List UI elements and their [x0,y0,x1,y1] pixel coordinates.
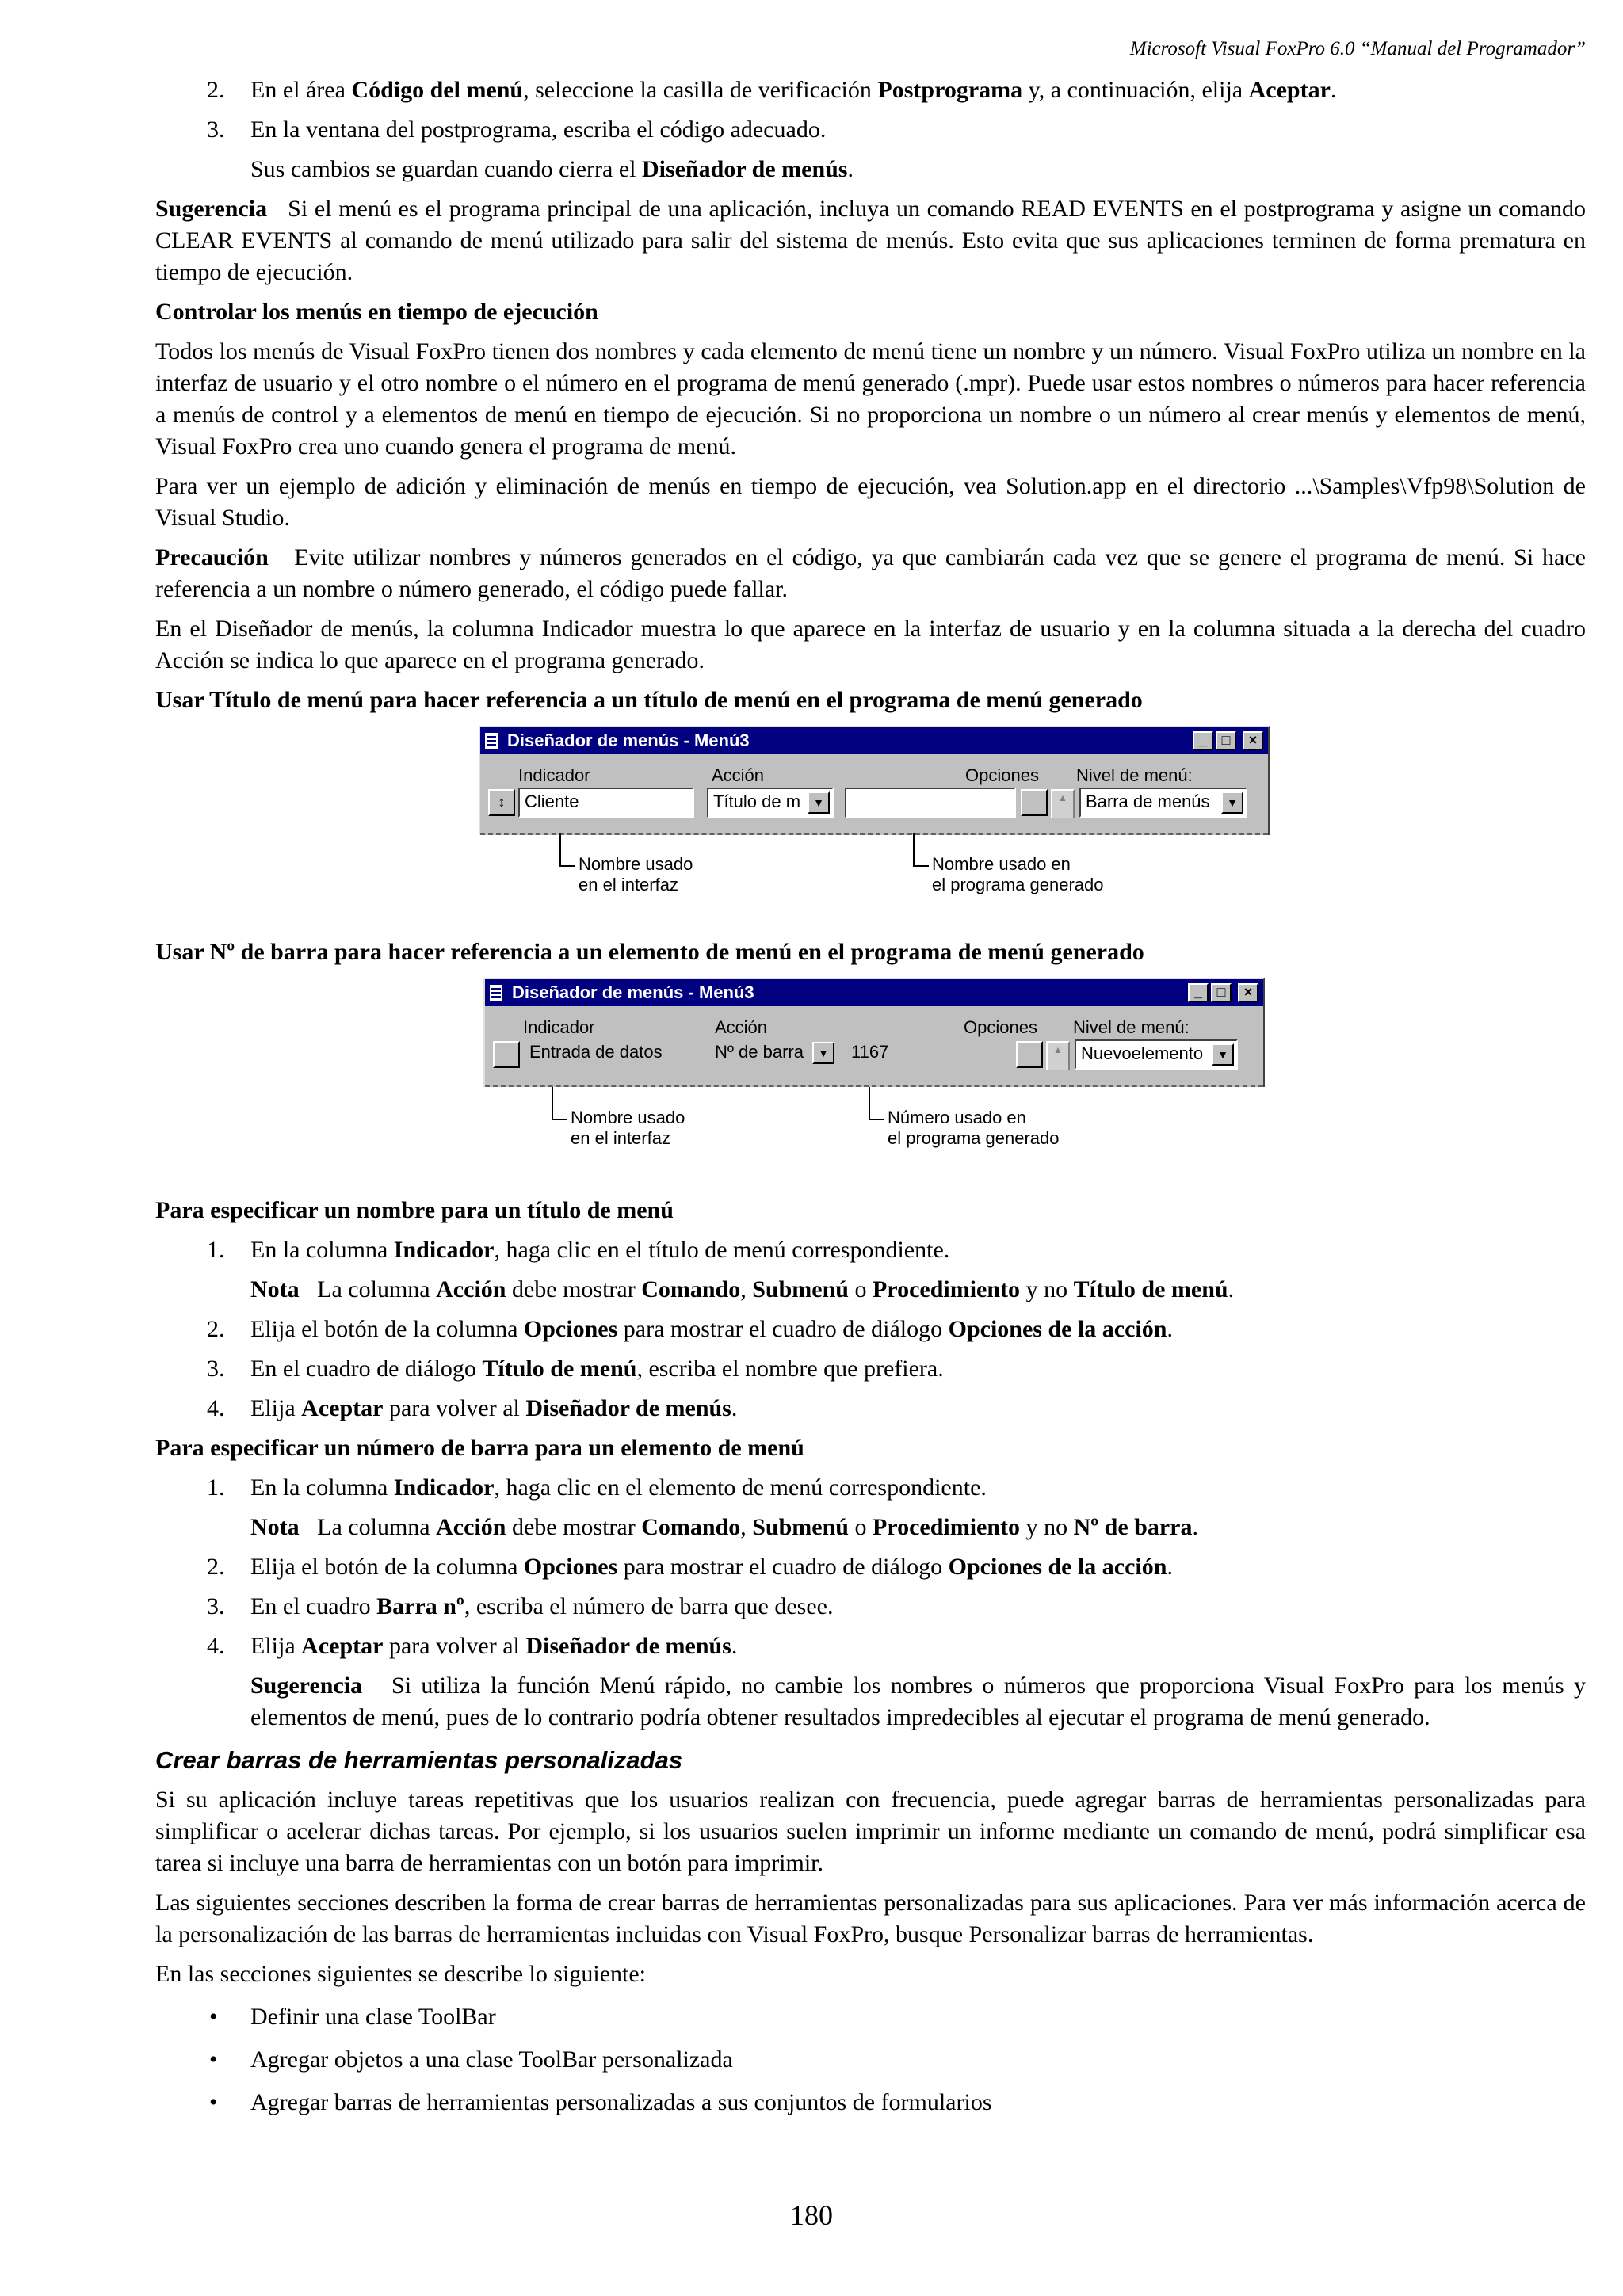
step-text [250,1393,1586,1425]
callout-line-text: Nombre usado [579,854,693,874]
numbered-step [155,74,1586,106]
figure-bar-number [155,976,1586,1192]
level-select[interactable] [1075,1039,1238,1070]
bold-text: Submenú [752,1514,849,1540]
bold-text: Procedimiento [872,1276,1021,1302]
numbered-step [155,1591,1586,1623]
para-designer: En el Diseñador de menús, la columna Indicador muestra lo que aparece en la interfaz de usuario y en la columna situada a la derecha del cuadro Acción se indica lo que aparece en el programa generado. [155,616,1586,673]
heading-fig2: Usar Nº de barra para hacer referencia a un elemento de menú en el programa de menú generado [155,939,1144,965]
list-item: • Definir una clase ToolBar [155,2001,1586,2033]
bold-text: Aceptar [301,1633,384,1659]
callout-line-text: Número usado en [888,1108,1026,1127]
col-options-label: Opciones [964,1017,1037,1037]
steps-name-2 [155,1314,1586,1425]
heading-name: Para especificar un nombre para un título de menú [155,1197,674,1223]
col-indicator-label: Indicador [523,1017,595,1037]
text: En la columna [250,1474,394,1501]
text: Sus cambios se guardan cuando cierra el [250,156,642,182]
bold-text: Diseñador de menús [525,1633,731,1659]
step-text [250,1314,1586,1345]
callout-line-left [559,833,575,867]
action-select[interactable] [710,1039,837,1070]
level-select[interactable] [1079,788,1247,818]
app-icon [490,985,502,1001]
callout-left-text [579,854,693,895]
text: para mostrar el cuadro de diálogo [617,1554,949,1580]
bold-text: Procedimiento [872,1514,1021,1540]
step-text [250,1353,1586,1385]
options-field[interactable]: 1167 [846,1039,1005,1070]
bold-text: Comando [641,1514,741,1540]
designer-row [485,1006,1263,1087]
text: La columna [299,1514,437,1540]
bullet-icon: • [209,2089,218,2115]
bold-text: Precaución [155,544,269,570]
callout-line-text: en el interfaz [571,1128,670,1148]
level-select-value: Nuevoelemento [1081,1043,1204,1063]
window-title: Diseñador de menús - Menú3 [507,730,750,750]
indicator-field[interactable]: Cliente [518,788,694,818]
text: . [1228,1276,1235,1302]
tip-quick-menu [155,1670,1592,1733]
page-number: 180 [790,2199,833,2231]
note-num [155,1512,1586,1543]
move-handle-icon[interactable] [493,1041,520,1068]
bold-text: Barra nº [376,1593,464,1619]
text: . [731,1395,738,1421]
bold-text: Aceptar [1248,77,1331,103]
text: . [1167,1554,1173,1580]
step-number: 1. [207,1237,225,1263]
text: En el cuadro [250,1593,377,1619]
para-runtime-2: Para ver un ejemplo de adición y eliminación de menús en tiempo de ejecución, vea Solution.app en el directorio ...\Samples\Vfp98\Solution de Visual Studio. [155,473,1586,531]
callout-right-text [932,854,1103,895]
callout-line-right [913,833,929,867]
chevron-down-icon[interactable]: ▼ [1212,1043,1234,1066]
text: o [848,1514,873,1540]
window-titlebar [480,727,1268,754]
callout-line-text: Nombre usado [571,1108,685,1127]
chevron-down-icon[interactable]: ▼ [1221,791,1243,814]
chevron-down-icon[interactable]: ▼ [808,791,830,814]
bold-text: Postprograma [877,77,1023,103]
bold-text: Sugerencia [155,196,268,222]
text: para volver al [383,1395,526,1421]
close-icon[interactable]: × [1238,983,1258,1002]
text: . [847,156,854,182]
heading-toolbars: Crear barras de herramientas personalizadas [155,1746,683,1774]
text: o [848,1276,873,1302]
running-header: Microsoft Visual FoxPro 6.0 “Manual del Programador” [1129,38,1586,59]
bold-text: Opciones de la acción [948,1554,1167,1580]
action-select-value: Título de m [713,791,801,811]
maximize-icon[interactable]: □ [1211,983,1232,1002]
heading-fig1: Usar Título de menú para hacer referencia a un título de menú en el programa de menú generado [155,687,1143,713]
para-runtime-1: Todos los menús de Visual FoxPro tienen dos nombres y cada elemento de menú tiene un nombre y un número. Visual FoxPro utiliza un nombre en la interfaz de usuario y el otro nombre o el número en el programa de menú generado (.mpr). Puede usar estos nombres o números para hacer referencia a menús de control y a elementos de menú en tiempo de ejecución. Si no proporciona un nombre o un número al crear menús y elementos de menú, Visual FoxPro crea uno cuando genera el programa de menú. [155,338,1586,460]
text: para mostrar el cuadro de diálogo [617,1316,949,1342]
step-text [250,1591,1586,1623]
text: En la ventana del postprograma, escriba el código adecuado. [250,116,827,143]
callout-line-text: el programa generado [932,875,1104,894]
options-field[interactable] [845,788,1016,818]
text: . [1330,77,1337,103]
step-text [250,1630,1586,1662]
window-title: Diseñador de menús - Menú3 [512,982,754,1002]
step-text [250,74,1586,106]
col-level-label: Nivel de menú: [1073,1017,1190,1037]
text: En la columna [250,1237,394,1263]
numbered-step [155,114,1586,146]
app-icon [485,733,498,749]
bold-text: Sugerencia [250,1672,363,1699]
step-text [250,114,1586,146]
text: . [1192,1514,1198,1540]
bold-text: Opciones [523,1316,618,1342]
para-toolbars-3: En las secciones siguientes se describe lo siguiente: [155,1961,646,1987]
step-number: 1. [207,1474,225,1501]
bold-text: Submenú [752,1276,849,1302]
close-icon[interactable]: × [1243,731,1263,750]
caution-note [155,542,1592,605]
list-item: • Agregar objetos a una clase ToolBar personalizada [155,2044,1586,2076]
text: La columna [299,1276,437,1302]
numbered-step [155,1393,1586,1425]
minimize-icon[interactable]: _ [1188,983,1209,1002]
bold-text: Indicador [393,1474,495,1501]
level-select-value: Barra de menús [1086,791,1210,811]
text: , escriba el nombre que prefiera. [636,1356,944,1382]
action-select-value: Nº de barra [715,1042,804,1062]
text: y no [1020,1514,1074,1540]
text: . [731,1633,738,1659]
bold-text: Comando [641,1276,741,1302]
col-action-label: Acción [715,1017,768,1037]
maximize-icon[interactable]: □ [1216,731,1236,750]
numbered-step [155,1353,1586,1385]
text: y no [1020,1276,1074,1302]
text: En el área [250,77,352,103]
text: , haga clic en el título de menú correspondiente. [494,1237,950,1263]
col-action-label: Acción [712,765,765,785]
callout-left [571,1108,685,1149]
callout-left-text [571,1108,685,1149]
para-toolbars-2: Las siguientes secciones describen la forma de crear barras de herramientas personalizadas para sus aplicaciones. Para ver más información acerca de la personalización de las barras de herramientas incluidas con Visual FoxPro, busque Personalizar barras de herramientas. [155,1890,1586,1947]
text: debe mostrar [506,1276,642,1302]
step-text [250,1234,1586,1266]
step-number: 2. [207,1554,225,1580]
bold-text: Código del menú [351,77,524,103]
step-number: 3. [207,116,225,143]
heading-runtime: Controlar los menús en tiempo de ejecución [155,299,598,325]
bold-text: Opciones [523,1554,618,1580]
step-number: 3. [207,1356,225,1382]
document-page [155,32,1592,2119]
callout-right [888,1108,1059,1149]
text: Elija el botón de la columna [250,1554,524,1580]
steps-num-2 [155,1551,1586,1662]
col-indicator-label: Indicador [518,765,590,785]
text: , [740,1276,753,1302]
steps-top [155,74,1586,146]
callout-line-text: el programa generado [888,1128,1060,1148]
text: , haga clic en el elemento de menú correspondiente. [494,1474,987,1501]
callout-line-right [869,1087,884,1120]
options-button[interactable] [1016,1041,1043,1068]
bold-text: Opciones de la acción [948,1316,1167,1342]
bold-text: Diseñador de menús [525,1395,731,1421]
text: , [740,1514,753,1540]
text: Elija [250,1633,302,1659]
bold-text: Indicador [393,1237,495,1263]
bold-text: Título de menú [482,1356,637,1382]
bullet-icon: • [209,2046,218,2073]
bold-text: Acción [436,1276,506,1302]
text: En el cuadro de diálogo [250,1356,483,1382]
step3-note [155,154,1586,185]
designer-row [480,754,1268,835]
menu-designer-window-2 [483,978,1265,1087]
numbered-step [155,1551,1586,1583]
para-toolbars-1: Si su aplicación incluye tareas repetitivas que los usuarios realizan con frecuencia, puede agregar barras de herramientas personalizadas para simplificar o acelerar dichas tareas. Por ejemplo, si los usuarios suelen imprimir un informe mediante un comando de menú, podrá simplificar esa tarea si incluye una barra de herramientas con un botón para imprimir. [155,1787,1586,1876]
numbered-step [155,1314,1586,1345]
chevron-down-icon[interactable]: ▼ [812,1042,834,1064]
step-text [250,1472,1586,1504]
text: Si el menú es el programa principal de una aplicación, incluya un comando READ EVENTS en el postprograma y asigne un comando CLEAR EVENTS al comando de menú utilizado para salir del sistema de menús. Esto evita que sus aplicaciones terminen de forma prematura en tiempo de ejecución. [155,196,1592,285]
steps-num [155,1472,1586,1504]
text: Si utiliza la función Menú rápido, no cambie los nombres o números que proporciona Visual FoxPro para los menús y elementos de menú, pues de lo contrario podría obtener resultados impredecibles al ejecutar el programa de menú generado. [250,1672,1592,1730]
step-number: 3. [207,1593,225,1619]
text: , seleccione la casilla de verificación [523,77,878,103]
bold-text: Nº de barra [1073,1514,1193,1540]
window-titlebar [485,979,1263,1006]
text: . [1167,1316,1173,1342]
col-level-label: Nivel de menú: [1076,765,1193,785]
step-number: 4. [207,1633,225,1659]
text: debe mostrar [506,1514,642,1540]
menu-designer-window [479,726,1270,835]
callout-right-text [888,1108,1059,1149]
bullet-icon: • [209,2004,218,2030]
text: Elija el botón de la columna [250,1316,524,1342]
callout-line-text: Nombre usado en [932,854,1071,874]
row-scroll-icon[interactable]: ▲ [1051,789,1075,818]
step-text [250,1551,1586,1583]
tip-postprogram [155,193,1592,288]
step-number: 4. [207,1395,225,1421]
numbered-step [155,1472,1586,1504]
bold-text: Nota [250,1276,300,1302]
step-number: 2. [207,77,225,103]
callout-line-text: en el interfaz [579,875,678,894]
bold-text: Diseñador de menús [642,156,848,182]
bullet-list [155,2001,1586,2119]
figure-menu-title [155,724,1586,930]
row-scroll-icon[interactable]: ▲ [1046,1041,1070,1070]
numbered-step [155,1630,1586,1662]
list-item: • Agregar barras de herramientas personalizadas a sus conjuntos de formularios [155,2087,1586,2119]
callout-right [932,854,1103,895]
note-name [155,1274,1586,1306]
bold-text: Nota [250,1514,300,1540]
heading-number: Para especificar un número de barra para un elemento de menú [155,1435,804,1461]
bold-text: Título de menú [1073,1276,1228,1302]
move-handle-icon[interactable]: ↕ [488,789,515,816]
text: y, a continuación, elija [1022,77,1249,103]
text: Elija [250,1395,302,1421]
text: , escriba el número de barra que desee. [464,1593,834,1619]
numbered-step [155,1234,1586,1266]
steps-name [155,1234,1586,1266]
col-options-label: Opciones [965,765,1039,785]
step-number: 2. [207,1316,225,1342]
action-select[interactable] [707,788,834,818]
options-button[interactable] [1021,789,1048,816]
bold-text: Acción [436,1514,506,1540]
text: para volver al [383,1633,526,1659]
text: Evite utilizar nombres y números generados en el código, ya que cambiarán cada vez que se genere el programa de menú. Si hace referencia a un nombre o número generado, el código puede fallar. [155,544,1592,602]
minimize-icon[interactable]: _ [1193,731,1213,750]
callout-line-left [552,1087,567,1120]
callout-left [579,854,693,895]
bold-text: Aceptar [301,1395,384,1421]
indicator-field[interactable]: Entrada de datos [525,1039,701,1070]
